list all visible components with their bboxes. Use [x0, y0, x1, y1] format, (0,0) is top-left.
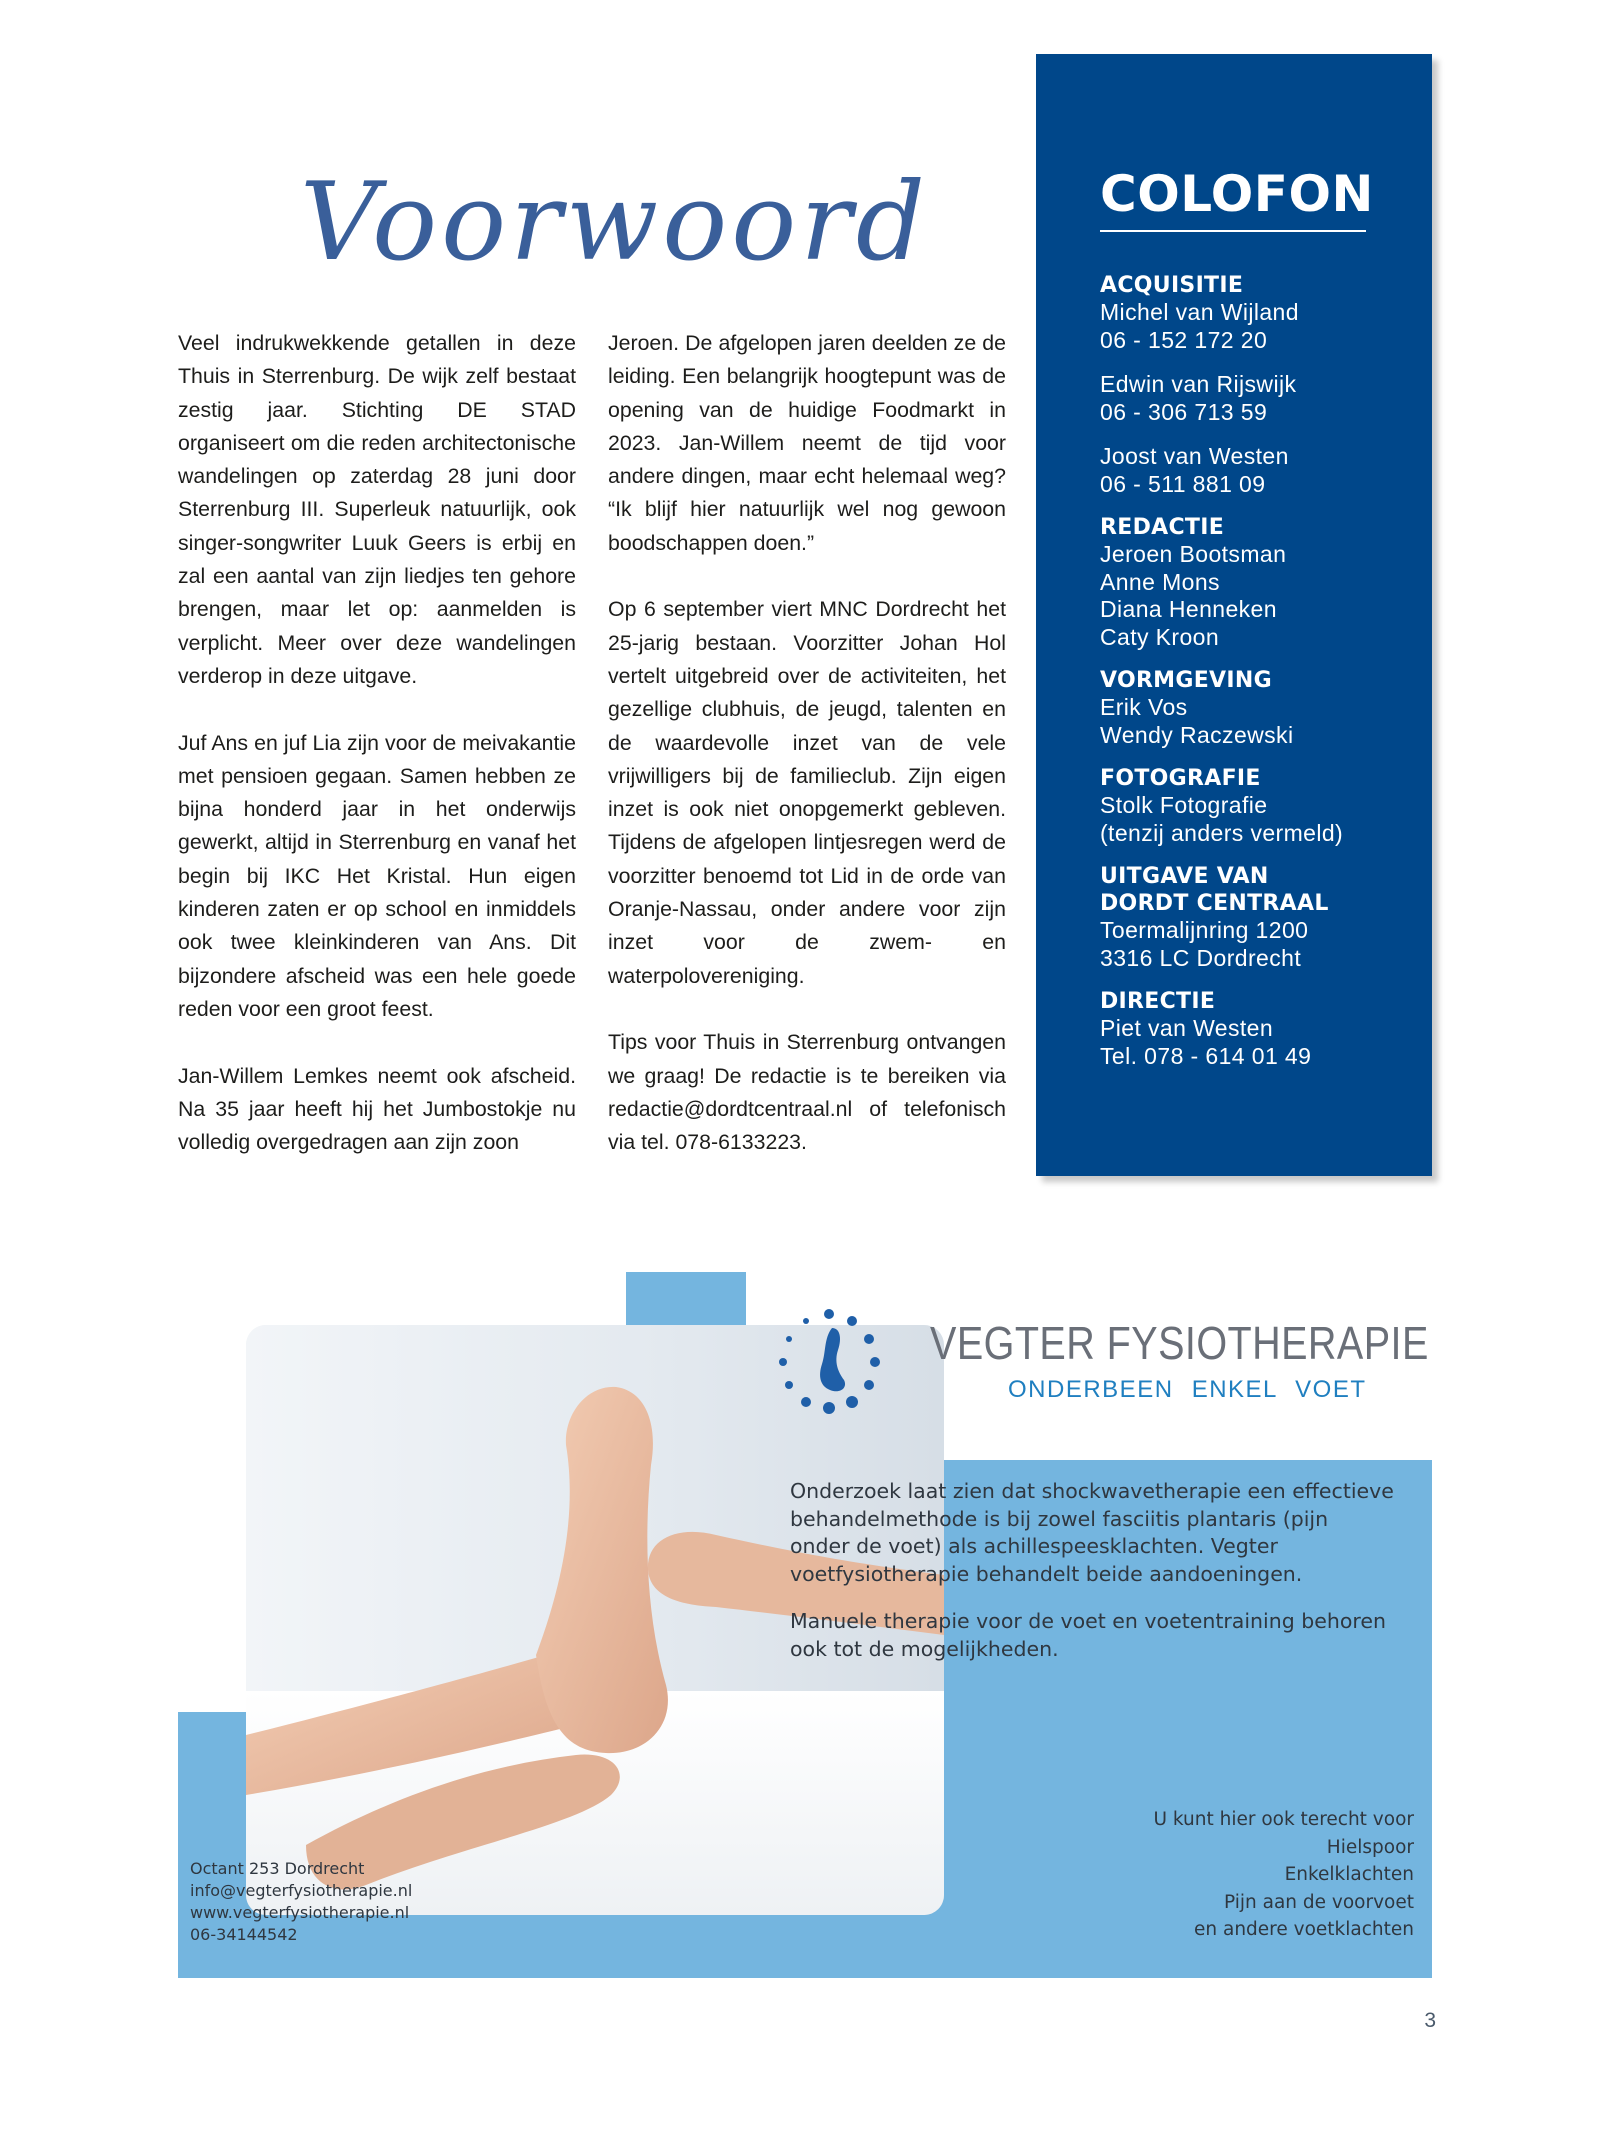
section-heading: VORMGEVING [1100, 668, 1272, 693]
ad-email: info@vegterfysiotherapie.nl [190, 1881, 413, 1900]
address-line: 3316 LC Dordrecht [1100, 944, 1302, 971]
designer-name: Wendy Raczewski [1100, 721, 1294, 748]
section-heading: ACQUISITIE [1100, 273, 1244, 298]
ad-service-item: Pijn aan de voorvoet [1223, 1891, 1414, 1913]
section-heading: REDACTIE [1100, 515, 1225, 540]
colofon-section-uitgave [1100, 863, 1432, 972]
ad-services-list [938, 1806, 1414, 1944]
ad-brand-name: VEGTER FYSIOTHERAPIE [930, 1317, 1429, 1369]
ad-service-item: Enkelklachten [1284, 1864, 1414, 1885]
contact-name: Joost van Westen [1100, 443, 1289, 469]
article-column-1 [178, 327, 576, 1159]
article-paragraph: Juf Ans en juf Lia zijn voor de meivakantie met pensioen gegaan. Samen hebben ze bijna honderd jaar in het onderwijs gewerkt, altijd in Sterrenburg en vanaf het begin bij IKC Het Kristal. Hun eigen kinderen zaten er op school en inmiddels ook twee kleinkinderen van Ans. Dit bijzondere afscheid was een hele goede reden voor een groot feest. [178, 730, 576, 1021]
photography-line: (tenzij anders vermeld) [1100, 819, 1344, 846]
colofon-section-redactie [1100, 514, 1432, 651]
article-paragraph: Jeroen. De afgelopen jaren deelden ze de leiding. Een belangrijk hoogtepunt was de opening van de huidige Foodmarkt in 2023. Jan-Willem neemt de tijd voor andere dingen, maar echt helemaal weg? “Ik blijf hier natuurlijk wel nog gewoon boodschappen doen.” [608, 331, 1006, 555]
photography-line: Stolk Fotografie [1100, 792, 1268, 818]
colofon-section-acquisitie [1100, 272, 1432, 498]
colofon-title: COLOFON [1100, 165, 1374, 223]
director-line: Tel. 078 - 614 01 49 [1100, 1042, 1312, 1069]
article-paragraph: Veel indrukwekkende getallen in deze Thuis in Sterrenburg. De wijk zelf bestaat zestig jaar. Stichting DE STAD organiseert om die reden architectonische wandelingen op zaterdag 28 juni door Sterrenburg III. Superleuk natuurlijk, ook singer-songwriter Luuk Geers is erbij en zal een aantal van zijn liedjes ten gehore brengen, maar let op: aanmelden is verplicht. Meer over deze wandelingen verderop in deze uitgave. [178, 331, 576, 688]
ad-address: Octant 253 Dordrecht [190, 1859, 365, 1878]
ad-phone: 06-34144542 [190, 1925, 298, 1944]
section-heading: UITGAVE VAN [1100, 864, 1269, 889]
ad-contact-block [190, 1858, 550, 1946]
editor-name: Caty Kroon [1100, 623, 1220, 650]
contact-name: Michel van Wijland [1100, 299, 1299, 325]
advertisement [178, 1272, 1432, 1978]
ad-website: www.vegterfysiotherapie.nl [190, 1903, 410, 1922]
ad-paragraph: Onderzoek laat zien dat shockwavetherapie een effectieve behandelmethode is bij zowel fasciitis plantaris (pijn onder de voet) als achillespeesklachten. Vegter voetfysiotherapie behandelt beide aandoeningen. [790, 1479, 1394, 1586]
editor-name: Diana Henneken [1100, 596, 1277, 622]
director-line: Piet van Westen [1100, 1015, 1274, 1041]
colofon-section-directie [1100, 988, 1432, 1070]
spacer [1100, 354, 1432, 371]
ad-service-item: en andere voetklachten [1194, 1919, 1414, 1940]
ad-service-item: U kunt hier ook terecht voor [1153, 1809, 1414, 1830]
article-column-2 [608, 327, 1006, 1159]
article-paragraph: Tips voor Thuis in Sterrenburg ontvangen we graag! De redactie is te bereiken via redactie@dordtcentraal.nl of telefonisch via tel. 078-6133223. [608, 1030, 1006, 1155]
colofon-section-vormgeving [1100, 667, 1432, 749]
page-title: Voorwoord [300, 160, 929, 285]
address-line: Toermalijnring 1200 [1100, 917, 1309, 943]
article-paragraph: Op 6 september viert MNC Dordrecht het 25-jarig bestaan. Voorzitter Johan Hol vertelt uitgebreid over de activiteiten, het gezellige clubhuis, de jeugd, talenten en de waardevolle inzet van de vele vrijwilligers bij de familieclub. Zijn eigen inzet is ook niet onopgemerkt gebleven. Tijdens de afgelopen lintjesregen werd de voorzitter benoemd tot Lid in de orde van Oranje-Nassau, onder andere voor zijn inzet voor de zwem- en waterpolovereniging. [608, 597, 1006, 988]
colofon-section-fotografie [1100, 765, 1432, 847]
section-heading: DORDT CENTRAAL [1100, 891, 1329, 916]
ad-body-text [790, 1478, 1394, 1683]
section-heading: DIRECTIE [1100, 989, 1216, 1014]
contact-phone: 06 - 511 881 09 [1100, 470, 1266, 497]
colofon-divider [1100, 230, 1366, 232]
ad-paragraph: Manuele therapie voor de voet en voetentraining behoren ook tot de mogelijkheden. [790, 1609, 1387, 1661]
contact-phone: 06 - 306 713 59 [1100, 398, 1268, 425]
article-paragraph: Jan-Willem Lemkes neemt ook afscheid. Na 35 jaar heeft hij het Jumbostokje nu volledig overgedragen aan zijn zoon [178, 1063, 576, 1155]
spacer [1100, 426, 1432, 443]
designer-name: Erik Vos [1100, 694, 1188, 720]
contact-phone: 06 - 152 172 20 [1100, 326, 1268, 353]
editor-name: Anne Mons [1100, 568, 1220, 595]
contact-name: Edwin van Rijswijk [1100, 371, 1297, 397]
colofon-box [1036, 54, 1432, 1176]
ad-service-item: Hielspoor [1326, 1836, 1414, 1858]
foot-logo-icon [774, 1306, 884, 1416]
editor-name: Jeroen Bootsman [1100, 541, 1287, 567]
page-number: 3 [1424, 2009, 1436, 2032]
section-heading: FOTOGRAFIE [1100, 766, 1261, 791]
ad-tagline: ONDERBEEN ENKEL VOET [1008, 1376, 1367, 1403]
